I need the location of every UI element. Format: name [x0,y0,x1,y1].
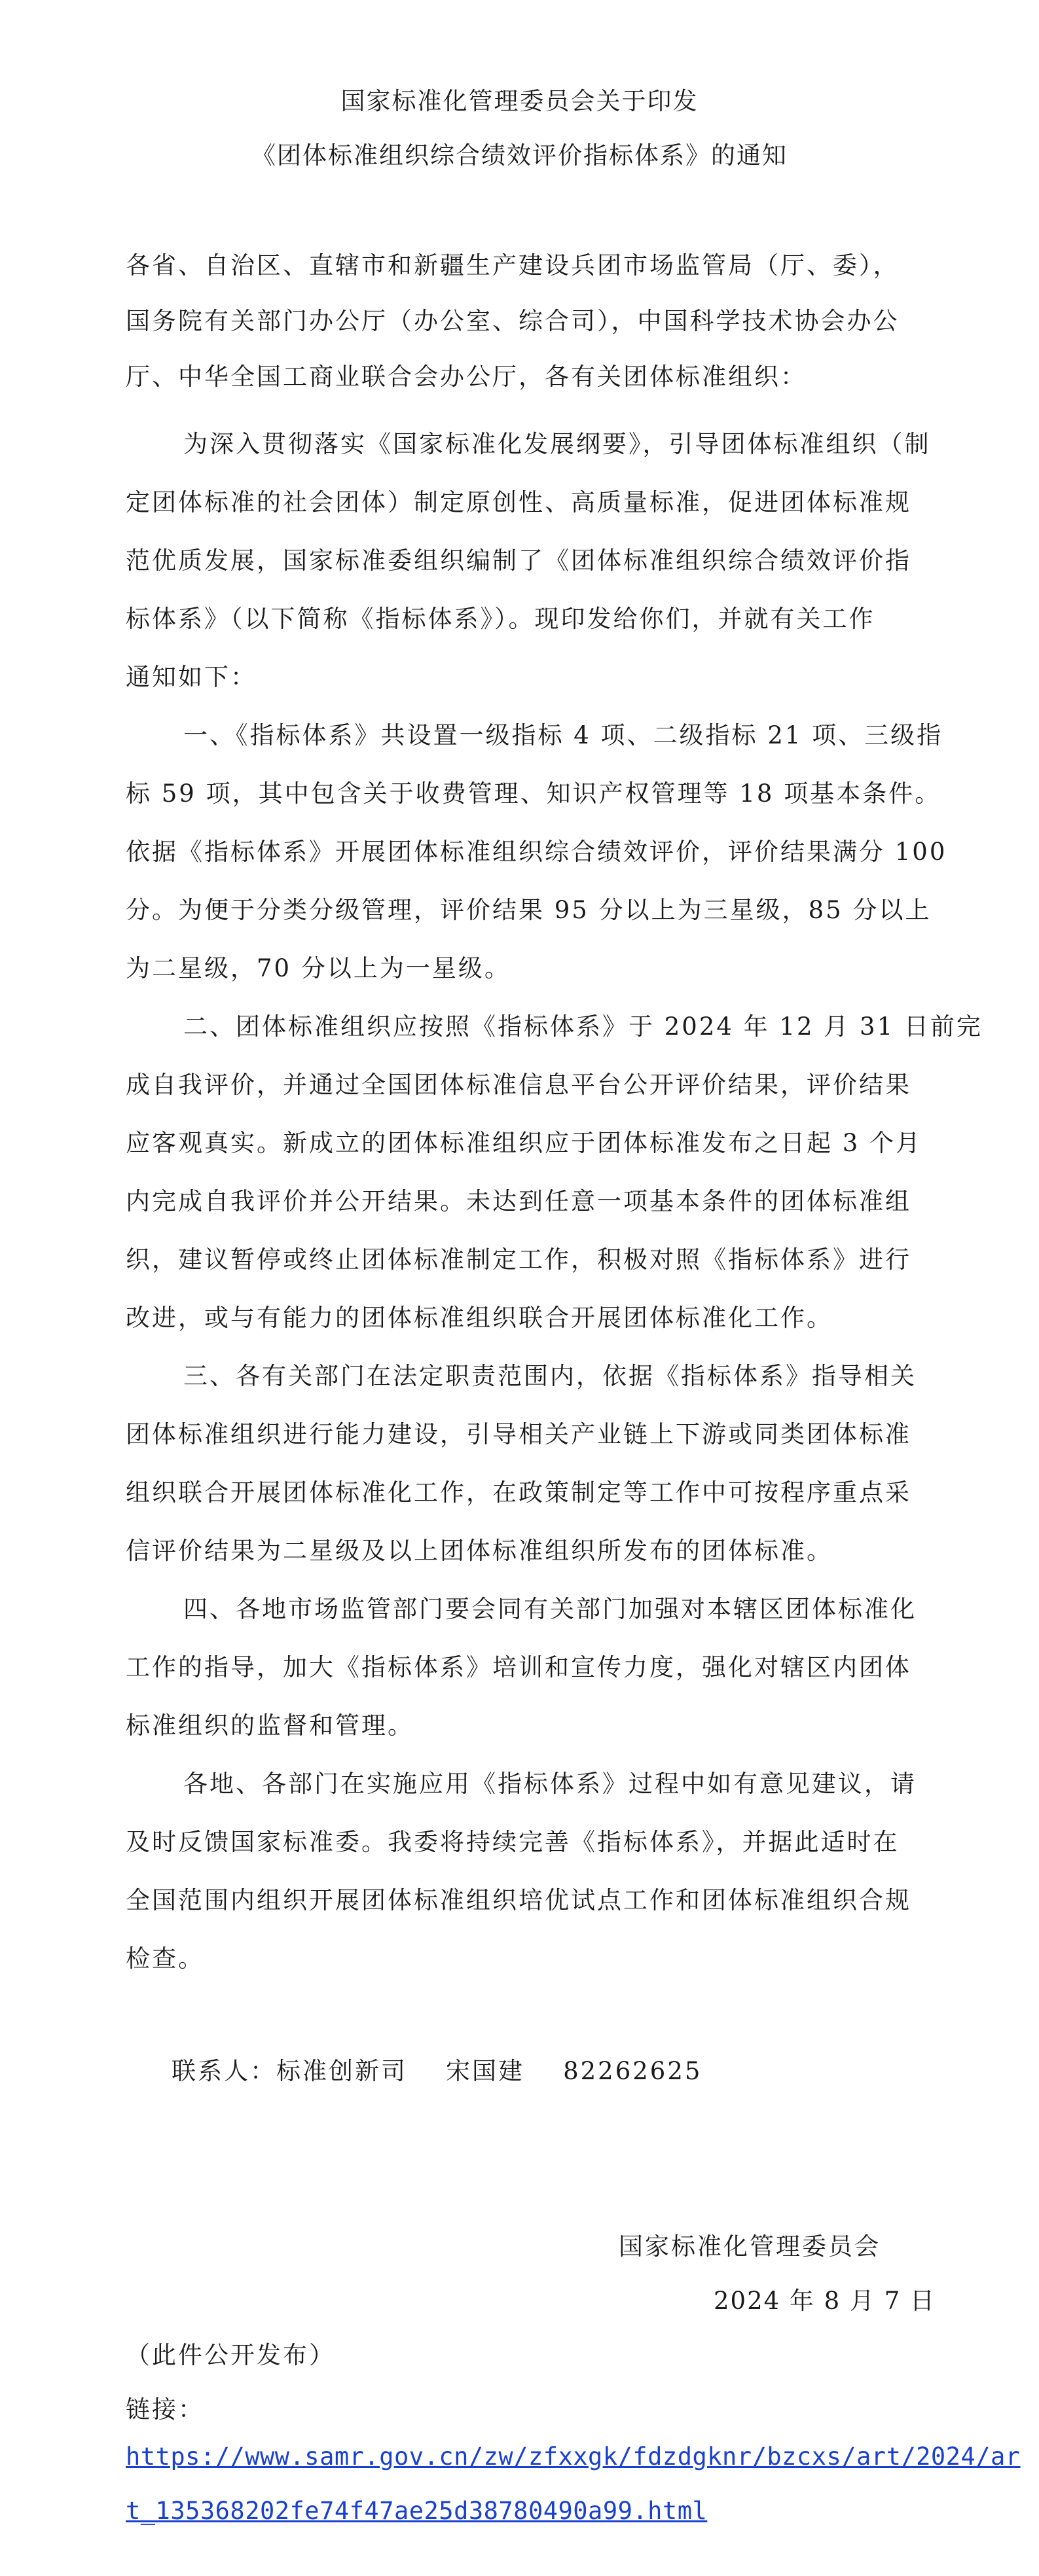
paragraph-line: 全国范围内组织开展团体标准组织培优试点工作和团体标准组织合规 [126,1886,911,1914]
paragraph-line: 标准组织的监督和管理。 [126,1711,414,1740]
paragraph-line: 定团体标准的社会团体）制定原创性、高质量标准，促进团体标准规 [126,488,911,516]
paragraph-line: 改进，或与有能力的团体标准组织联合开展团体标准化工作。 [126,1304,833,1332]
paragraph-line: 及时反馈国家标准委。我委将持续完善《指标体系》，并据此适时在 [126,1828,900,1856]
paragraph-line: 一、《指标体系》共设置一级指标 4 项、二级指标 21 项、三级指 [183,721,943,749]
paragraph-line: 组织联合开展团体标准化工作，在政策制定等工作中可按程序重点采 [126,1478,911,1507]
paragraph-line: 分。为便于分类分级管理，评价结果 95 分以上为三星级，85 分以上 [126,896,932,924]
addressee-line: 各省、自治区、直辖市和新疆生产建设兵团市场监管局（厅、委）， [126,251,900,279]
contact-line: 联系人：标准创新司 宋国建 82262625 [172,2057,702,2085]
paragraph-line: 内完成自我评价并公开结果。未达到任意一项基本条件的团体标准组 [126,1187,911,1215]
source-link-line-2[interactable]: t_135368202fe74f47ae25d38780490a99.html [126,2497,708,2525]
paragraph-line: 团体标准组织进行能力建设，引导相关产业链上下游或同类团体标准 [126,1420,911,1448]
title-line-1: 国家标准化管理委员会关于印发 [340,87,699,115]
paragraph-line: 织，建议暂停或终止团体标准制定工作，积极对照《指标体系》进行 [126,1245,911,1274]
issue-date: 2024 年 8 月 7 日 [714,2287,936,2315]
paragraph-line: 范优质发展，国家标准委组织编制了《团体标准组织综合绩效评价指 [126,546,911,575]
paragraph-line: 为二星级，70 分以上为一星级。 [126,954,511,982]
paragraph-line: 三、各有关部门在法定职责范围内，依据《指标体系》指导相关 [183,1362,917,1390]
paragraph-line: 标 59 项，其中包含关于收费管理、知识产权管理等 18 项基本条件。 [126,779,941,808]
paragraph-line: 为深入贯彻落实《国家标准化发展纲要》，引导团体标准组织（制 [183,430,931,458]
paragraph-line: 四、各地市场监管部门要会同有关部门加强对本辖区团体标准化 [183,1595,917,1623]
paragraph-line: 各地、各部门在实施应用《指标体系》过程中如有意见建议，请 [183,1770,917,1798]
paragraph-line: 依据《指标体系》开展团体标准组织综合绩效评价，评价结果满分 100 [126,838,947,866]
title-line-2: 《团体标准组织综合绩效评价指标体系》的通知 [251,141,788,170]
addressee-line: 国务院有关部门办公厅（办公室、综合司），中国科学技术协会办公 [126,307,900,335]
publication-note: （此件公开发布） [126,2341,335,2369]
source-link-line-1[interactable]: https://www.samr.gov.cn/zw/zfxxgk/fdzdgknr/bzcxs/art/2024/ar [126,2442,1021,2471]
issuer-name: 国家标准化管理委员会 [619,2232,881,2261]
paragraph-line: 成自我评价，并通过全国团体标准信息平台公开评价结果，评价结果 [126,1071,911,1099]
paragraph-line: 信评价结果为二星级及以上团体标准组织所发布的团体标准。 [126,1537,833,1565]
paragraph-line: 二、团体标准组织应按照《指标体系》于 2024 年 12 月 31 日前完 [183,1012,983,1041]
paragraph-line: 标体系》（以下简称《指标体系》）。现印发给你们，并就有关工作 [126,605,875,633]
addressee-line: 厅、中华全国工商业联合会办公厅，各有关团体标准组织： [126,363,807,391]
link-label: 链接： [126,2395,204,2424]
paragraph-line: 通知如下： [126,663,257,691]
paragraph-line: 检查。 [126,1944,204,1973]
paragraph-line: 工作的指导，加大《指标体系》培训和宣传力度，强化对辖区内团体 [126,1653,911,1681]
paragraph-line: 应客观真实。新成立的团体标准组织应于团体标准发布之日起 3 个月 [126,1129,922,1157]
